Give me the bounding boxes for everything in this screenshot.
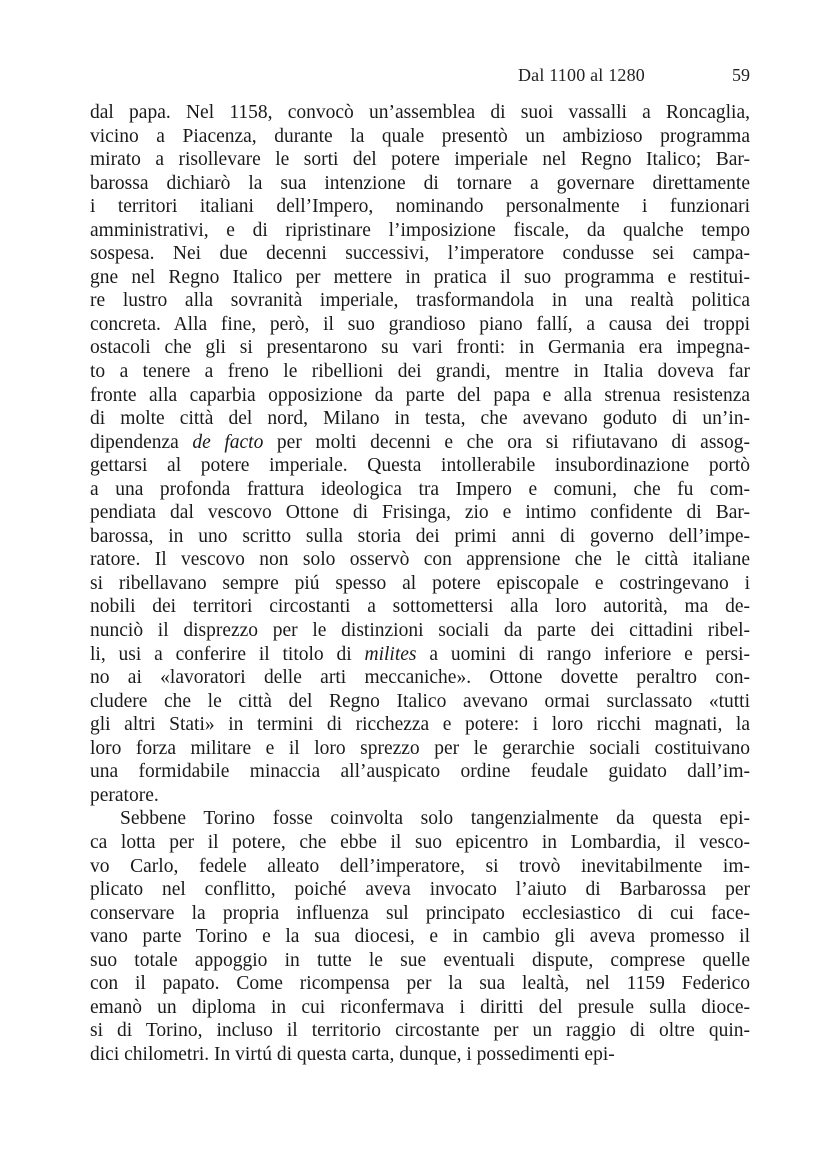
text-line [90, 525, 750, 549]
text-segment: nunciò il disprezzo per le distinzioni sociali da parte dei cittadini ribel- [90, 620, 750, 642]
text-segment: a uomini di rango inferiore e persi- [416, 643, 750, 665]
text-segment: plicato nel conflitto, poiché aveva invocato l’aiuto di Barbarossa per [90, 879, 750, 901]
text-line [90, 336, 750, 360]
text-segment: gli altri Stati» in termini di ricchezza e potere: i loro ricchi magnati, la [90, 714, 750, 736]
italic-term: de facto [192, 431, 264, 453]
text-segment: ratore. Il vescovo non solo osservò con apprensione che le città italiane [90, 549, 750, 571]
text-line [90, 125, 750, 149]
text-segment: vicino a Piacenza, durante la quale presentò un ambizioso programma [90, 125, 750, 147]
text-line [90, 407, 750, 431]
text-line [90, 101, 750, 125]
text-line [90, 360, 750, 384]
text-line [90, 972, 750, 996]
text-line [90, 242, 750, 266]
text-line [90, 219, 750, 243]
text-segment: ca lotta per il potere, che ebbe il suo epicentro in Lombardia, il vesco- [90, 831, 750, 853]
text-line [90, 148, 750, 172]
text-line [90, 454, 750, 478]
text-line [90, 643, 750, 667]
text-segment: a una profonda frattura ideologica tra Impero e comuni, che fu com- [90, 478, 750, 500]
text-segment: gne nel Regno Italico per mettere in pratica il suo programma e restitui- [90, 266, 750, 288]
text-line [90, 478, 750, 502]
text-segment: vano parte Torino e la sua diocesi, e in cambio gli aveva promesso il [90, 926, 750, 948]
text-segment: dipendenza [90, 431, 193, 453]
running-head [90, 63, 750, 87]
text-line [90, 996, 750, 1020]
text-line [90, 595, 750, 619]
text-line [90, 289, 750, 313]
text-line [90, 666, 750, 690]
text-segment: to a tenere a freno le ribellioni dei grandi, mentre in Italia doveva far [90, 361, 750, 383]
body-text [90, 101, 750, 1066]
text-segment: di molte città del nord, Milano in testa, che avevano goduto di un’in- [90, 408, 750, 430]
text-line [90, 925, 750, 949]
running-title: Dal 1100 al 1280 [517, 65, 645, 85]
text-segment: concreta. Alla fine, però, il suo grandioso piano fallí, a causa dei troppi [90, 313, 750, 335]
text-segment: ostacoli che gli si presentarono su vari fronti: in Germania era impegna- [90, 337, 750, 359]
text-segment: sospesa. Nei due decenni successivi, l’imperatore condusse sei campa- [90, 243, 750, 265]
text-line [90, 384, 750, 408]
text-segment: peratore. [90, 784, 159, 806]
text-segment: cludere che le città del Regno Italico avevano ormai surclassato «tutti [90, 690, 750, 712]
text-segment: dal papa. Nel 1158, convocò un’assemblea di suoi vassalli a Roncaglia, [90, 102, 750, 123]
text-segment: dici chilometri. In virtú di questa carta, dunque, i possedimenti epi- [90, 1043, 615, 1065]
text-line [90, 855, 750, 879]
text-segment: amministrativi, e di ripristinare l’imposizione fiscale, da qualche tempo [90, 219, 750, 241]
text-segment: per molti decenni e che ora si rifiutavano di assog- [263, 431, 750, 453]
text-segment: conservare la propria influenza sul principato ecclesiastico di cui face- [90, 902, 750, 924]
text-line [90, 431, 750, 455]
text-segment: re lustro alla sovranità imperiale, trasformandola in una realtà politica [90, 290, 750, 312]
text-segment: fronte alla caparbia opposizione da parte del papa e alla strenua resistenza [90, 384, 750, 406]
text-line [90, 690, 750, 714]
text-line [90, 713, 750, 737]
text-segment: una formidabile minaccia all’auspicato ordine feudale guidato dall’im- [90, 761, 750, 783]
text-line [90, 807, 750, 831]
text-segment: Sebbene Torino fosse coinvolta solo tangenzialmente da questa epi- [120, 808, 750, 830]
text-segment: i territori italiani dell’Impero, nominando personalmente i funzionari [90, 196, 750, 218]
text-line [90, 1043, 750, 1067]
text-line [90, 760, 750, 784]
text-segment: gettarsi al potere imperiale. Questa intollerabile insubordinazione portò [90, 455, 750, 477]
text-segment: nobili dei territori circostanti a sottomettersi alla loro autorità, ma de- [90, 596, 750, 618]
text-line [90, 266, 750, 290]
text-line [90, 572, 750, 596]
text-line [90, 172, 750, 196]
text-segment: emanò un diploma in cui riconfermava i diritti del presule sulla dioce- [90, 996, 750, 1018]
italic-term: milites [364, 643, 417, 665]
text-segment: suo totale appoggio in tutte le sue eventuali dispute, comprese quelle [90, 949, 750, 971]
text-line [90, 902, 750, 926]
text-segment: no ai «lavoratori delle arti meccaniche». Ottone dovette peraltro con- [90, 667, 750, 689]
page-number: 59 [732, 65, 750, 85]
text-segment: li, usi a conferire il titolo di [90, 643, 365, 665]
text-segment: barossa dichiarò la sua intenzione di tornare a governare direttamente [90, 172, 750, 194]
text-segment: loro forza militare e il loro sprezzo per le gerarchie sociali costituivano [90, 737, 750, 759]
text-segment: si di Torino, incluso il territorio circostante per un raggio di oltre quin- [90, 1020, 750, 1042]
text-segment: si ribellavano sempre piú spesso al potere episcopale e costringevano i [90, 572, 750, 594]
text-segment: vo Carlo, fedele alleato dell’imperatore, si trovò inevitabilmente im- [90, 855, 750, 877]
text-line [90, 501, 750, 525]
text-line [90, 195, 750, 219]
text-segment: mirato a risollevare le sorti del potere imperiale nel Regno Italico; Bar- [90, 149, 750, 171]
text-segment: barossa, in uno scritto sulla storia dei primi anni di governo dell’impe- [90, 525, 750, 547]
text-line [90, 619, 750, 643]
text-line [90, 313, 750, 337]
text-line [90, 784, 750, 808]
text-line [90, 737, 750, 761]
text-line [90, 878, 750, 902]
text-line [90, 548, 750, 572]
text-segment: pendiata dal vescovo Ottone di Frisinga, zio e intimo confidente di Bar- [90, 502, 750, 524]
text-segment: con il papato. Come ricompensa per la sua lealtà, nel 1159 Federico [90, 973, 750, 995]
text-line [90, 949, 750, 973]
text-line [90, 831, 750, 855]
text-line [90, 1019, 750, 1043]
